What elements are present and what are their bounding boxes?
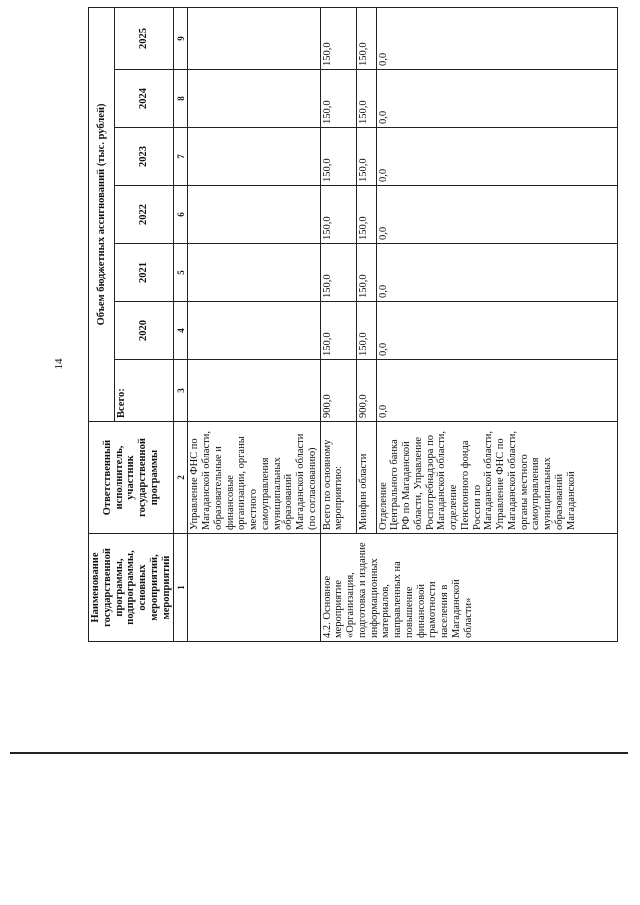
budget-table-container xyxy=(88,8,618,642)
header-row-1 xyxy=(89,7,115,641)
value-cell: 0,0 xyxy=(376,70,618,128)
header-year-2022: 2022 xyxy=(115,186,174,244)
header-name: Наименование государственной программы, подпрограммы, основных мероприятий, мероприятий xyxy=(89,534,174,642)
column-number: 2 xyxy=(174,422,188,534)
row-executor-cell: Всего по основному мероприятию: xyxy=(320,422,356,534)
value-cell xyxy=(188,128,320,186)
value-cell: 150,0 xyxy=(320,186,356,244)
header-budget: Объем бюджетных ассигнований (тыс. рублей) xyxy=(89,7,115,421)
page-number: 14 xyxy=(53,358,65,370)
value-cell: 0,0 xyxy=(376,244,618,302)
table-row xyxy=(188,7,320,641)
column-number: 5 xyxy=(174,244,188,302)
header-year-2023: 2023 xyxy=(115,128,174,186)
value-cell xyxy=(188,70,320,128)
value-cell: 150,0 xyxy=(320,128,356,186)
header-year-2024: 2024 xyxy=(115,70,174,128)
column-number-row xyxy=(174,7,188,641)
value-cell xyxy=(188,302,320,360)
header-executor: Ответственный исполнитель, участник государственной программы xyxy=(89,422,174,534)
value-cell: 150,0 xyxy=(356,302,376,360)
header-year-2020: 2020 xyxy=(115,302,174,360)
row-name-cell: 4.2. Основное мероприятие «Организация, подготовка и издание информационных материалов, направленных на повышение финансовой грамотности населения в Магаданской области» xyxy=(320,534,618,642)
header-total: Всего: xyxy=(115,360,174,422)
value-cell: 0,0 xyxy=(376,128,618,186)
column-number: 1 xyxy=(174,534,188,642)
column-number: 8 xyxy=(174,70,188,128)
value-cell: 150,0 xyxy=(320,70,356,128)
value-cell: 0,0 xyxy=(376,7,618,69)
value-cell: 0,0 xyxy=(376,360,618,422)
budget-allocation-table xyxy=(88,7,618,642)
value-cell: 0,0 xyxy=(376,186,618,244)
table-row xyxy=(320,7,356,641)
row-executor-cell: Управление ФНС по Магаданской области, образовательные и финансовые организации, органы местного самоуправления муниципальных образований Магаданской области (по согласованию) xyxy=(188,422,320,534)
column-number: 9 xyxy=(174,7,188,69)
header-year-2025: 2025 xyxy=(115,7,174,69)
value-cell: 150,0 xyxy=(320,7,356,69)
value-cell: 900,0 xyxy=(320,360,356,422)
row-executor-cell: Отделение Центрального банка РФ по Магаданской области, Управление Роспотребнадзора по Магаданской области, отделение Пенсионного фонда России по Магаданской области, Управление ФНС по Магаданской области, органы местного самоуправления муниципальных образований Магаданской xyxy=(376,422,618,534)
row-name-cell xyxy=(188,534,320,642)
value-cell: 150,0 xyxy=(356,70,376,128)
value-cell: 150,0 xyxy=(356,186,376,244)
value-cell: 150,0 xyxy=(356,128,376,186)
value-cell: 150,0 xyxy=(320,302,356,360)
page-divider-line xyxy=(10,752,628,754)
value-cell xyxy=(188,186,320,244)
value-cell xyxy=(188,244,320,302)
value-cell xyxy=(188,7,320,69)
value-cell: 150,0 xyxy=(356,7,376,69)
value-cell: 150,0 xyxy=(320,244,356,302)
column-number: 3 xyxy=(174,360,188,422)
value-cell: 900,0 xyxy=(356,360,376,422)
column-number: 6 xyxy=(174,186,188,244)
value-cell: 0,0 xyxy=(376,302,618,360)
value-cell: 150,0 xyxy=(356,244,376,302)
value-cell xyxy=(188,360,320,422)
header-year-2021: 2021 xyxy=(115,244,174,302)
column-number: 7 xyxy=(174,128,188,186)
column-number: 4 xyxy=(174,302,188,360)
row-executor-cell: Минфин области xyxy=(356,422,376,534)
